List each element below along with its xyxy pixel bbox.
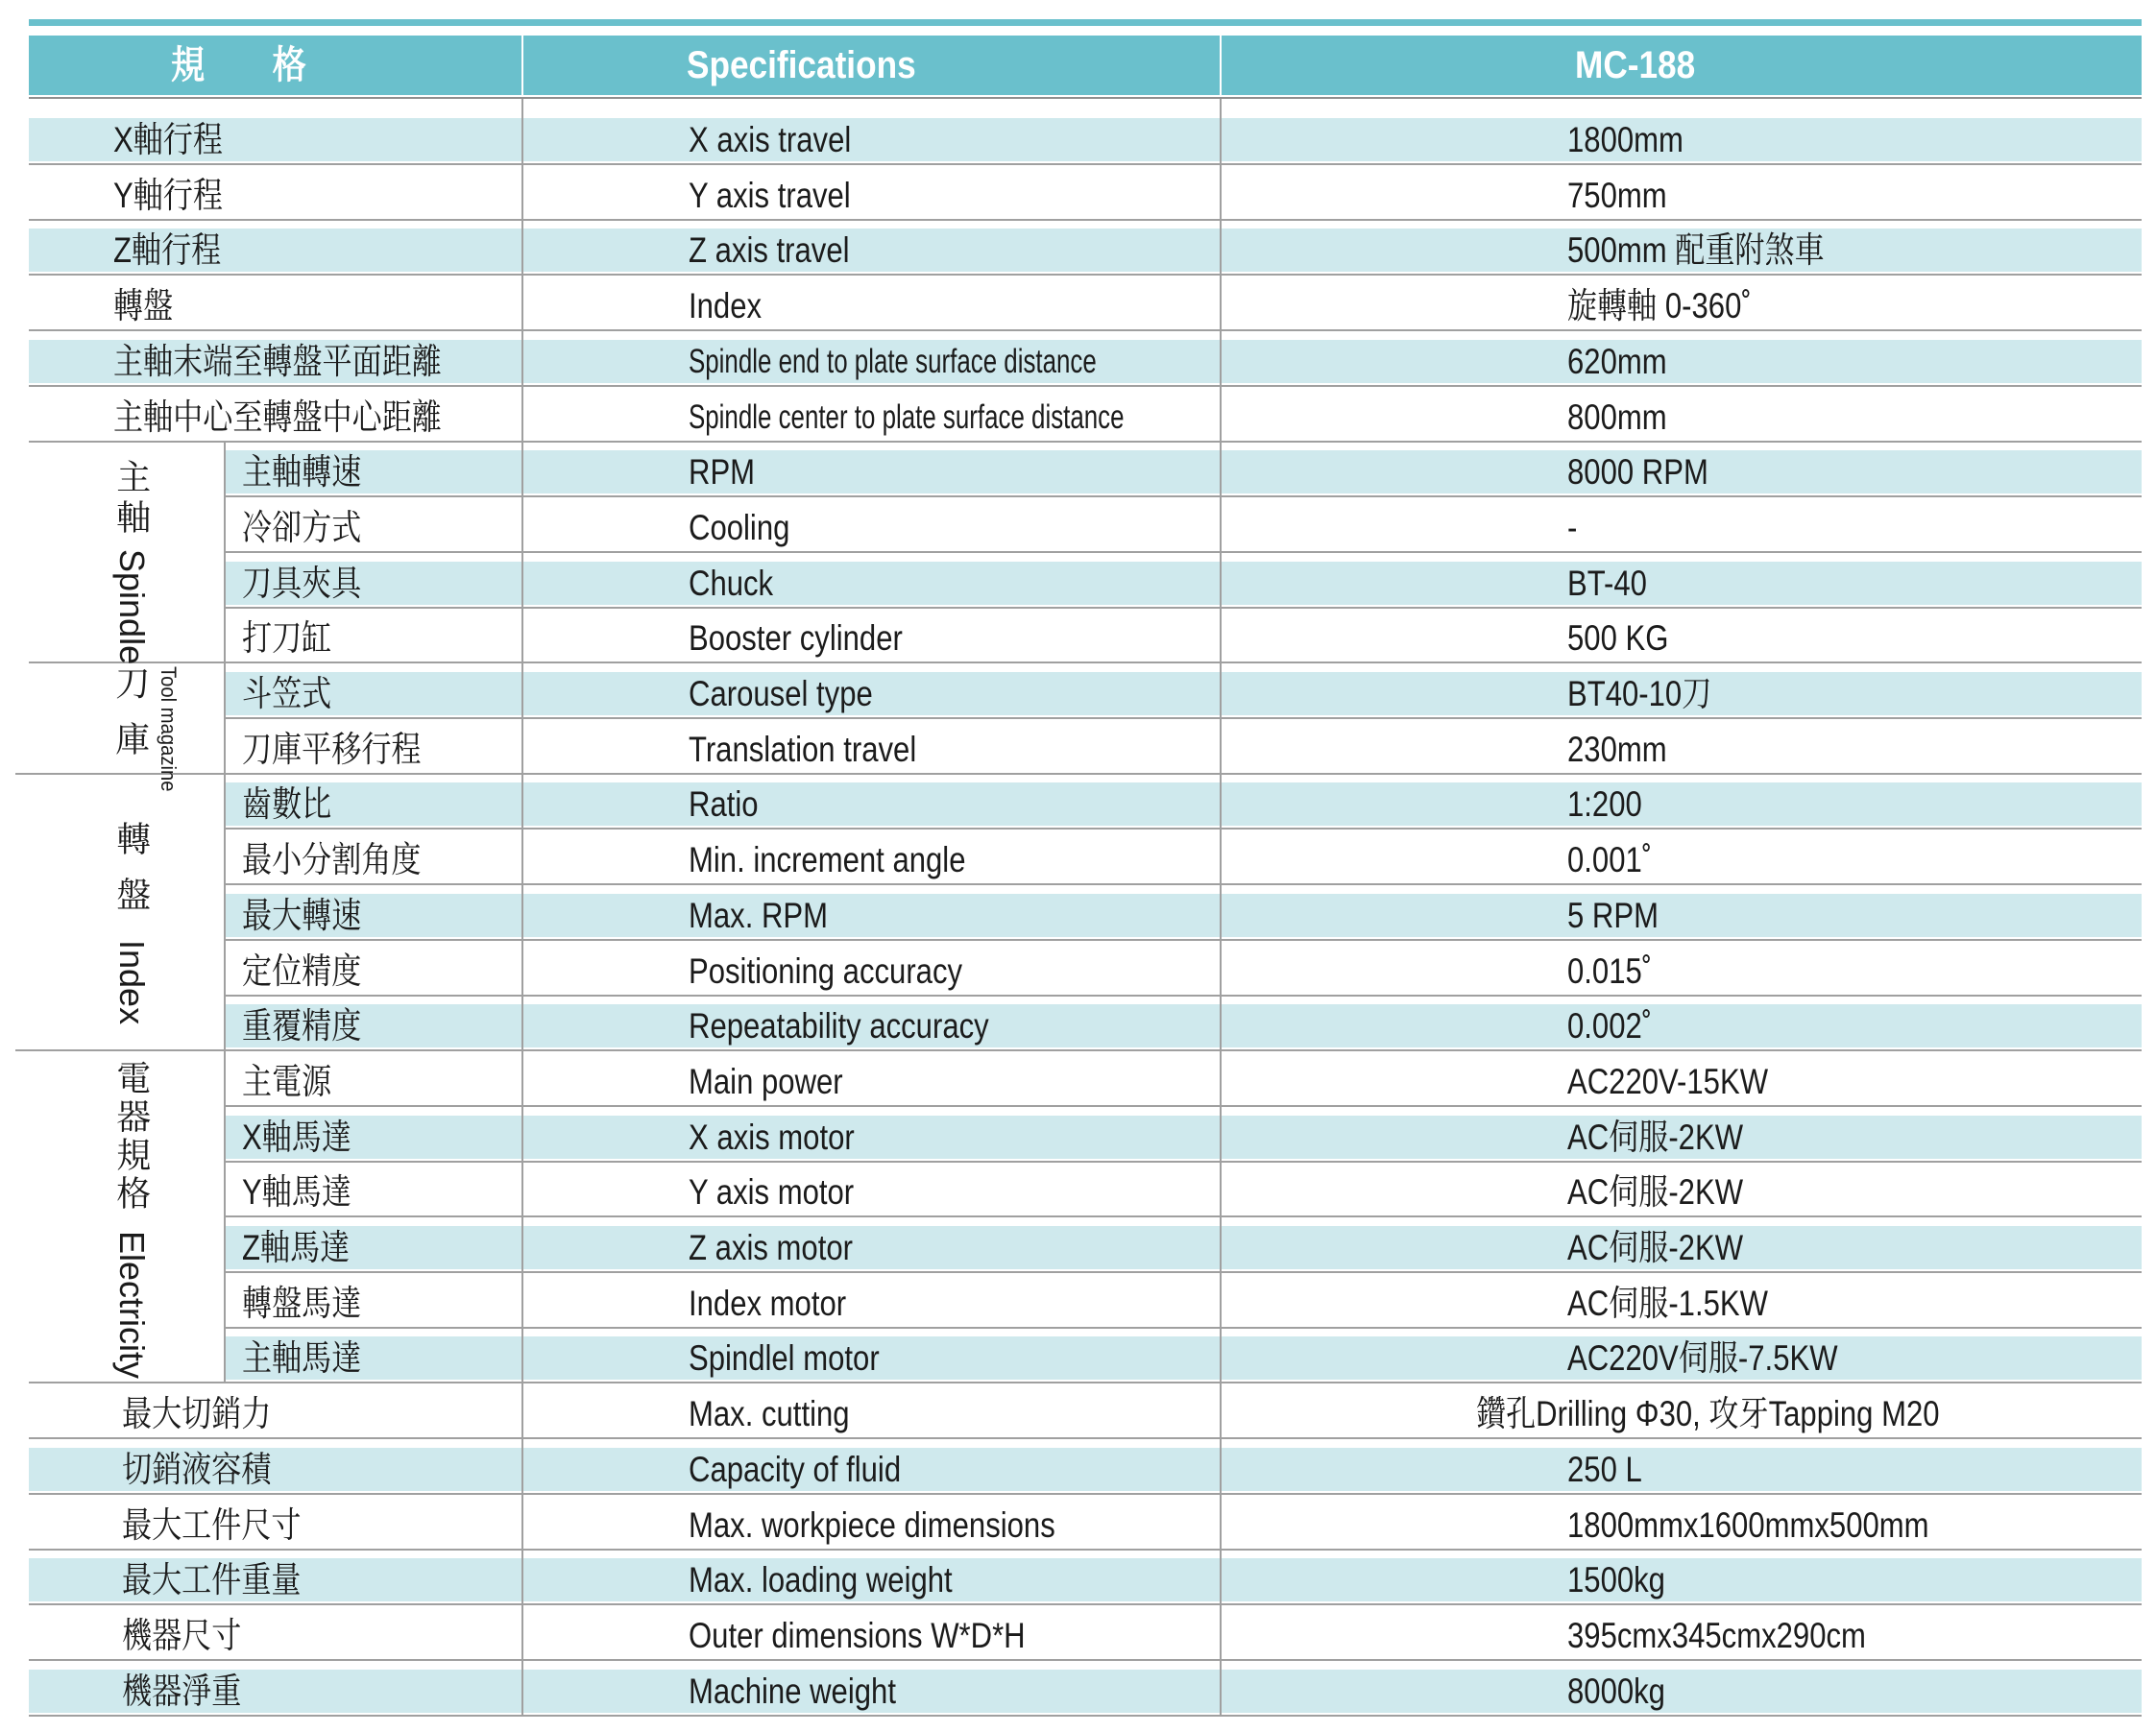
spec-label-zh: X軸馬達 <box>242 1117 351 1157</box>
spec-label-en: X axis travel <box>689 120 852 159</box>
spec-label-en: Y axis travel <box>689 175 851 215</box>
spec-label-en: Index <box>689 286 763 326</box>
spec-label-zh: 最大切銷力 <box>122 1394 272 1434</box>
spec-value: 0.001˚ <box>1567 840 1653 880</box>
spec-label-zh: 轉盤 <box>113 286 174 326</box>
spec-label-en: Spindle center to plate surface distance <box>689 397 1125 436</box>
spec-label-zh: 主軸轉速 <box>242 452 362 493</box>
row-band <box>29 1448 2142 1491</box>
row-divider <box>224 939 2142 941</box>
spec-label-en: Max. cutting <box>689 1394 850 1434</box>
row-divider <box>224 1271 2142 1273</box>
row-divider <box>224 995 2142 997</box>
spec-value: 620mm <box>1567 341 1667 381</box>
spec-label-en: Spindle end to plate surface distance <box>689 342 1097 380</box>
spec-value: BT40-10刀 <box>1567 674 1712 713</box>
row-band <box>224 672 2142 715</box>
spec-label-zh: Y軸馬達 <box>242 1172 351 1213</box>
row-divider <box>29 1659 2142 1661</box>
spec-label-zh: 切銷液容積 <box>122 1449 272 1489</box>
spec-label-en: Chuck <box>689 563 774 603</box>
row-band <box>224 782 2142 826</box>
spec-label-zh: 冷卻方式 <box>242 507 362 547</box>
spec-label-en: Main power <box>689 1061 843 1101</box>
spec-label-zh: 最大轉速 <box>242 895 362 935</box>
column-divider <box>1220 99 1222 1717</box>
row-band <box>224 562 2142 605</box>
spec-label-en: Z axis motor <box>689 1228 853 1267</box>
row-band <box>29 229 2142 272</box>
row-divider <box>29 385 2142 387</box>
spec-value: 250 L <box>1567 1449 1642 1489</box>
spec-value: 500mm 配重附煞車 <box>1567 230 1825 271</box>
spec-label-zh: 斗笠式 <box>242 674 332 713</box>
spec-label-zh: 最大工件重量 <box>122 1560 302 1600</box>
row-divider <box>224 828 2142 830</box>
spec-value: 旋轉軸 0-360˚ <box>1567 286 1752 326</box>
row-divider <box>29 1382 2142 1383</box>
row-divider <box>224 607 2142 609</box>
row-divider <box>29 1715 2142 1717</box>
group-spindle-en: Spindle <box>111 549 152 665</box>
spec-label-zh: 機器淨重 <box>122 1671 242 1711</box>
spec-label-en: Max. workpiece dimensions <box>689 1504 1055 1545</box>
spec-label-en: Index motor <box>689 1283 847 1323</box>
row-divider <box>29 274 2142 276</box>
spec-label-en: Carousel type <box>689 674 873 713</box>
row-band <box>224 450 2142 493</box>
spec-label-zh: 最小分割角度 <box>242 840 422 880</box>
spec-label-en: Min. increment angle <box>689 840 966 880</box>
row-divider <box>224 717 2142 719</box>
group-electricity-en: Electricity <box>111 1231 152 1380</box>
spec-label-en: Y axis motor <box>689 1172 855 1213</box>
row-band <box>29 1670 2142 1713</box>
spec-label-zh: 轉盤馬達 <box>242 1283 362 1323</box>
spec-label-zh: Z軸行程 <box>113 230 222 271</box>
spec-label-en: Repeatability accuracy <box>689 1006 989 1046</box>
spec-value: AC伺服-2KW <box>1567 1117 1744 1157</box>
spec-label-en: Booster cylinder <box>689 618 903 659</box>
row-divider <box>29 441 2142 443</box>
row-divider <box>224 1215 2142 1217</box>
group-tool-magazine <box>112 665 149 777</box>
spec-label-en: Max. loading weight <box>689 1560 953 1600</box>
row-divider <box>29 1493 2142 1495</box>
spec-value: 0.015˚ <box>1567 950 1653 991</box>
spec-label-zh: 打刀缸 <box>242 618 332 659</box>
row-band <box>224 1226 2142 1269</box>
row-divider <box>224 1105 2142 1107</box>
group-index-zh: 轉盤 <box>111 821 152 932</box>
spec-value: AC伺服-2KW <box>1567 1172 1744 1213</box>
spec-value: AC220V-15KW <box>1567 1061 1769 1101</box>
row-divider <box>29 329 2142 331</box>
group-spindle <box>113 459 150 664</box>
spec-label-en: Machine weight <box>689 1671 896 1711</box>
spec-label-en: Positioning accuracy <box>689 950 963 991</box>
row-divider <box>29 662 2142 663</box>
spec-value: 800mm <box>1567 397 1667 437</box>
header-divider <box>521 36 523 95</box>
spec-label-zh: 重覆精度 <box>242 1006 362 1046</box>
column-divider <box>521 99 523 1717</box>
row-divider <box>224 1161 2142 1163</box>
spec-label-en: RPM <box>689 452 756 493</box>
row-divider <box>29 1437 2142 1439</box>
spec-value: 1500kg <box>1567 1560 1665 1600</box>
spec-value: - <box>1567 507 1578 547</box>
row-divider <box>224 883 2142 885</box>
spec-label-zh: 齒數比 <box>242 784 332 825</box>
header-spec-zh: 規 格 <box>171 44 306 86</box>
spec-label-en: Max. RPM <box>689 895 829 935</box>
spec-value: 500 KG <box>1567 618 1669 659</box>
spec-label-zh: 主軸馬達 <box>242 1338 362 1379</box>
row-divider <box>15 773 2142 775</box>
row-band <box>224 1116 2142 1159</box>
row-band <box>224 1004 2142 1047</box>
spec-label-zh: 刀具夾具 <box>242 563 362 603</box>
row-divider <box>224 551 2142 553</box>
spec-label-zh: 主電源 <box>242 1061 332 1101</box>
row-band <box>224 894 2142 937</box>
spec-value: 750mm <box>1567 175 1667 215</box>
row-divider <box>15 1049 2142 1051</box>
spec-value: 395cmx345cmx290cm <box>1567 1615 1866 1655</box>
spec-label-en: Outer dimensions W*D*H <box>689 1615 1026 1655</box>
group-spindle-zh: 主軸 <box>111 459 152 540</box>
spec-label-zh: 主軸中心至轉盤中心距離 <box>113 397 442 437</box>
column-divider <box>224 441 226 1383</box>
spec-label-zh: 最大工件尺寸 <box>122 1504 302 1545</box>
spec-label-zh: X軸行程 <box>113 120 223 159</box>
row-divider <box>224 1327 2142 1329</box>
group-index <box>113 821 150 1024</box>
spec-value: 8000kg <box>1567 1671 1665 1711</box>
row-divider <box>29 1603 2142 1605</box>
row-divider <box>224 495 2142 497</box>
spec-label-zh: 刀庫平移行程 <box>242 729 422 769</box>
spec-label-zh: Y軸行程 <box>113 175 223 215</box>
row-divider <box>29 219 2142 221</box>
spec-label-en: Ratio <box>689 784 759 825</box>
spec-label-zh: Z軸馬達 <box>242 1228 351 1267</box>
spec-label-en: Z axis travel <box>689 230 850 271</box>
spec-label-zh: 定位精度 <box>242 950 362 991</box>
group-tool-magazine-en-wrap <box>156 666 184 792</box>
spec-label-zh: 主軸末端至轉盤平面距離 <box>113 341 442 381</box>
group-electricity <box>113 1060 150 1379</box>
spec-label-en: Capacity of fluid <box>689 1449 902 1489</box>
spec-value: AC伺服-2KW <box>1567 1228 1744 1267</box>
row-band <box>29 1558 2142 1601</box>
spec-value: 5 RPM <box>1567 895 1659 935</box>
spec-value: 8000 RPM <box>1567 452 1708 493</box>
row-divider <box>29 163 2142 165</box>
spec-label-en: Translation travel <box>689 729 917 769</box>
spec-value: 1:200 <box>1567 784 1642 825</box>
header-underline <box>29 97 2142 99</box>
spec-value: AC220V伺服-7.5KW <box>1567 1338 1838 1379</box>
group-electricity-zh: 電器規格 <box>111 1060 152 1214</box>
spec-label-zh: 機器尺寸 <box>122 1615 242 1655</box>
top-accent-line <box>29 19 2142 26</box>
spec-label-en: Cooling <box>689 507 790 547</box>
group-tool-magazine-zh: 刀庫 <box>110 665 151 777</box>
table-header <box>29 36 2142 95</box>
row-divider <box>29 1549 2142 1551</box>
group-index-en: Index <box>111 940 152 1025</box>
row-band <box>29 118 2142 161</box>
spec-value: AC伺服-1.5KW <box>1567 1283 1768 1323</box>
header-divider <box>1220 36 1222 95</box>
spec-value: 0.002˚ <box>1567 1006 1653 1046</box>
spec-value: 1800mm <box>1567 120 1684 159</box>
row-band <box>224 1336 2142 1380</box>
spec-label-en: Spindlel motor <box>689 1338 880 1379</box>
spec-value: 1800mmx1600mmx500mm <box>1567 1504 1929 1545</box>
header-specifications: Specifications <box>687 44 916 86</box>
spec-value: 230mm <box>1567 729 1667 769</box>
header-model: MC-188 <box>1575 44 1696 86</box>
group-tool-magazine-en: Tool magazine <box>157 666 181 792</box>
spec-value: BT-40 <box>1567 563 1647 603</box>
spec-value: 鑽孔Drilling Φ30, 攻牙Tapping M20 <box>1476 1394 1940 1434</box>
spec-label-en: X axis motor <box>689 1117 855 1157</box>
